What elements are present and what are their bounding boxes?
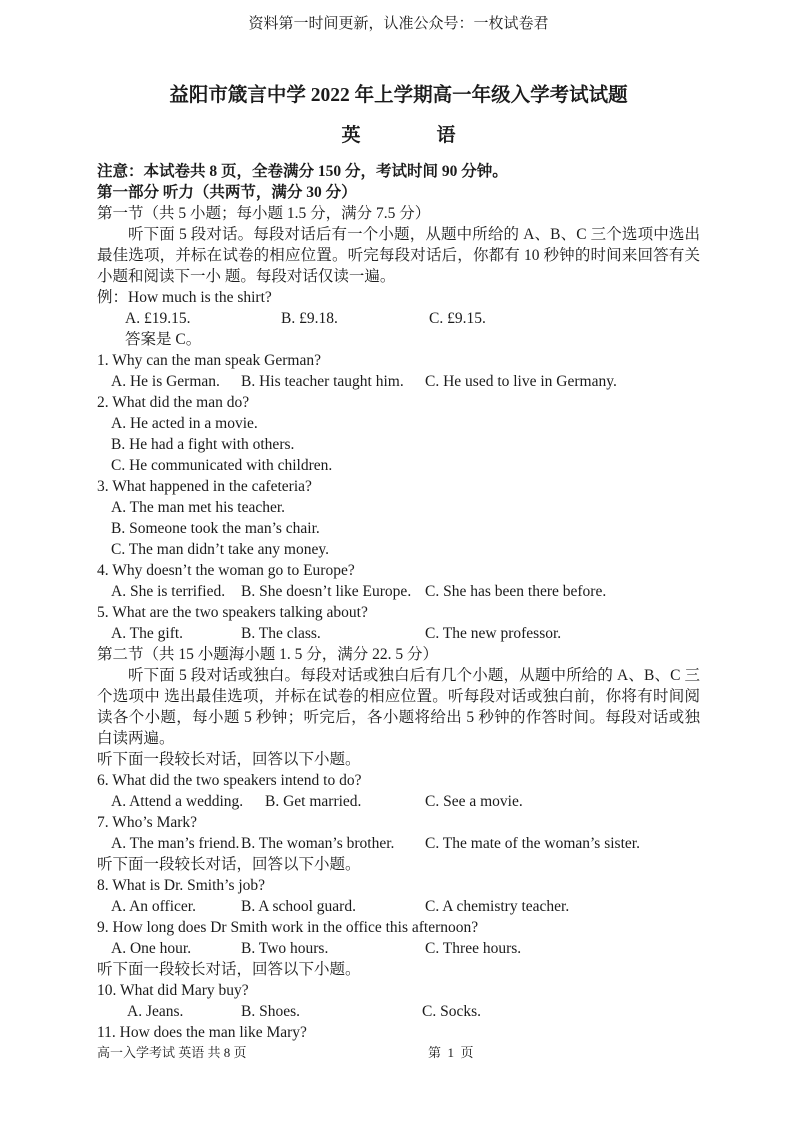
question-2: 2. What did the man do? [97,394,250,411]
question-9-option-c: C. Three hours. [425,940,522,957]
question-1-option-b: B. His teacher taught him. [241,373,404,390]
question-8: 8. What is Dr. Smith’s job? [97,877,266,894]
question-9: 9. How long does Dr Smith work in the office this afternoon? [97,919,479,936]
question-7-options [111,833,700,854]
example-options [125,308,700,329]
listening-lead-3: 听下面一段较长对话，回答以下小题。 [97,961,361,978]
question-8-option-c: C. A chemistry teacher. [425,898,570,915]
question-4: 4. Why doesn’t the woman go to Europe? [97,562,355,579]
exam-title: 益阳市箴言中学 2022 年上学期高一年级入学考试试题 [169,85,628,106]
subject-title: 英 语 [341,125,456,146]
question-9-option-a: A. One hour. [111,940,192,957]
question-10: 10. What did Mary buy? [97,982,249,999]
question-9-options [111,938,700,959]
section2-heading: 第二节（共 15 小题海小题 1. 5 分，满分 22. 5 分） [97,646,439,663]
question-5-option-c: C. The new professor. [425,625,562,642]
listening-lead-1: 听下面一段较长对话，回答以下小题。 [97,751,361,768]
footer-info: 高一入学考试 英语 共 8 页 [97,1045,247,1060]
question-6-option-c: C. See a movie. [425,793,523,810]
question-6-option-b: B. Get married. [265,793,362,810]
question-8-options [111,896,700,917]
question-5: 5. What are the two speakers talking about? [97,604,368,621]
part1-heading: 第一部分 听力（共两节，满分 30 分） [97,184,357,201]
question-3-option-a: A. The man met his teacher. [111,499,286,516]
question-2-option-b: B. He had a fight with others. [111,436,295,453]
question-6-options [111,791,700,812]
question-3: 3. What happened in the cafeteria? [97,478,312,495]
question-4-option-c: C. She has been there before. [425,583,607,600]
question-10-option-c: C. Socks. [422,1003,481,1020]
example-option-a: A. £19.15. [125,310,191,327]
example-option-b: B. £9.18. [281,310,338,327]
section1-instructions: 听下面 5 段对话。每段对话后有一个小题，从题中所给的 A、B、C 三个选项中选出最佳选项，并标在试卷的相应位置。听完每段对话后，你都有 10 秒钟的时间来回答有关小题和阅读下一小 题。每段对话仅读一遍。 [97,226,700,285]
question-1-options [111,371,700,392]
question-4-option-b: B. She doesn’t like Europe. [241,583,412,600]
question-7-option-a: A. The man’s friend. [111,835,240,852]
question-11: 11. How does the man like Mary? [97,1024,307,1041]
example-answer: 答案是 C。 [125,331,202,348]
section1-heading: 第一节（共 5 小题；每小题 1.5 分，满分 7.5 分） [97,205,431,222]
question-7-option-c: C. The mate of the woman’s sister. [425,835,640,852]
question-3-option-c: C. The man didn’t take any money. [111,541,329,558]
question-2-option-c: C. He communicated with children. [111,457,333,474]
header-notice: 资料第一时间更新，认准公众号：一枚试卷君 [248,16,549,32]
question-4-option-a: A. She is terrified. [111,583,226,600]
question-8-option-a: A. An officer. [111,898,196,915]
question-7-option-b: B. The woman’s brother. [241,835,395,852]
question-10-option-a: A. Jeans. [127,1003,184,1020]
question-1: 1. Why can the man speak German? [97,352,321,369]
question-5-options [111,623,700,644]
question-7: 7. Who’s Mark? [97,814,198,831]
example-prompt: 例：How much is the shirt? [97,289,272,306]
question-5-option-b: B. The class. [241,625,321,642]
question-2-option-a: A. He acted in a movie. [111,415,258,432]
question-1-option-c: C. He used to live in Germany. [425,373,617,390]
question-8-option-b: B. A school guard. [241,898,356,915]
page-footer [97,1044,700,1062]
exam-notice: 注意：本试卷共 8 页，全卷满分 150 分，考试时间 90 分钟。 [97,163,508,180]
example-option-c: C. £9.15. [429,310,486,327]
question-10-option-b: B. Shoes. [241,1003,300,1020]
question-4-options [111,581,700,602]
section2-instructions: 听下面 5 段对话或独白。每段对话或独白后有几个小题，从题中所给的 A、B、C 三个选项中 选出最佳选项，并标在试卷的相应位置。听每段对话或独白前，你将有时间阅读各个小题，每小题 5 秒钟；听完后，各小题将给出 5 秒钟的作答时间。每段对话或独白读两遍。 [97,667,700,747]
question-6: 6. What did the two speakers intend to do? [97,772,362,789]
question-5-option-a: A. The gift. [111,625,184,642]
question-3-option-b: B. Someone took the man’s chair. [111,520,320,537]
question-10-options [127,1001,700,1022]
listening-lead-2: 听下面一段较长对话，回答以下小题。 [97,856,361,873]
question-6-option-a: A. Attend a wedding. [111,793,244,810]
question-1-option-a: A. He is German. [111,373,220,390]
footer-page-number: 第 1 页 [428,1045,474,1060]
question-9-option-b: B. Two hours. [241,940,329,957]
